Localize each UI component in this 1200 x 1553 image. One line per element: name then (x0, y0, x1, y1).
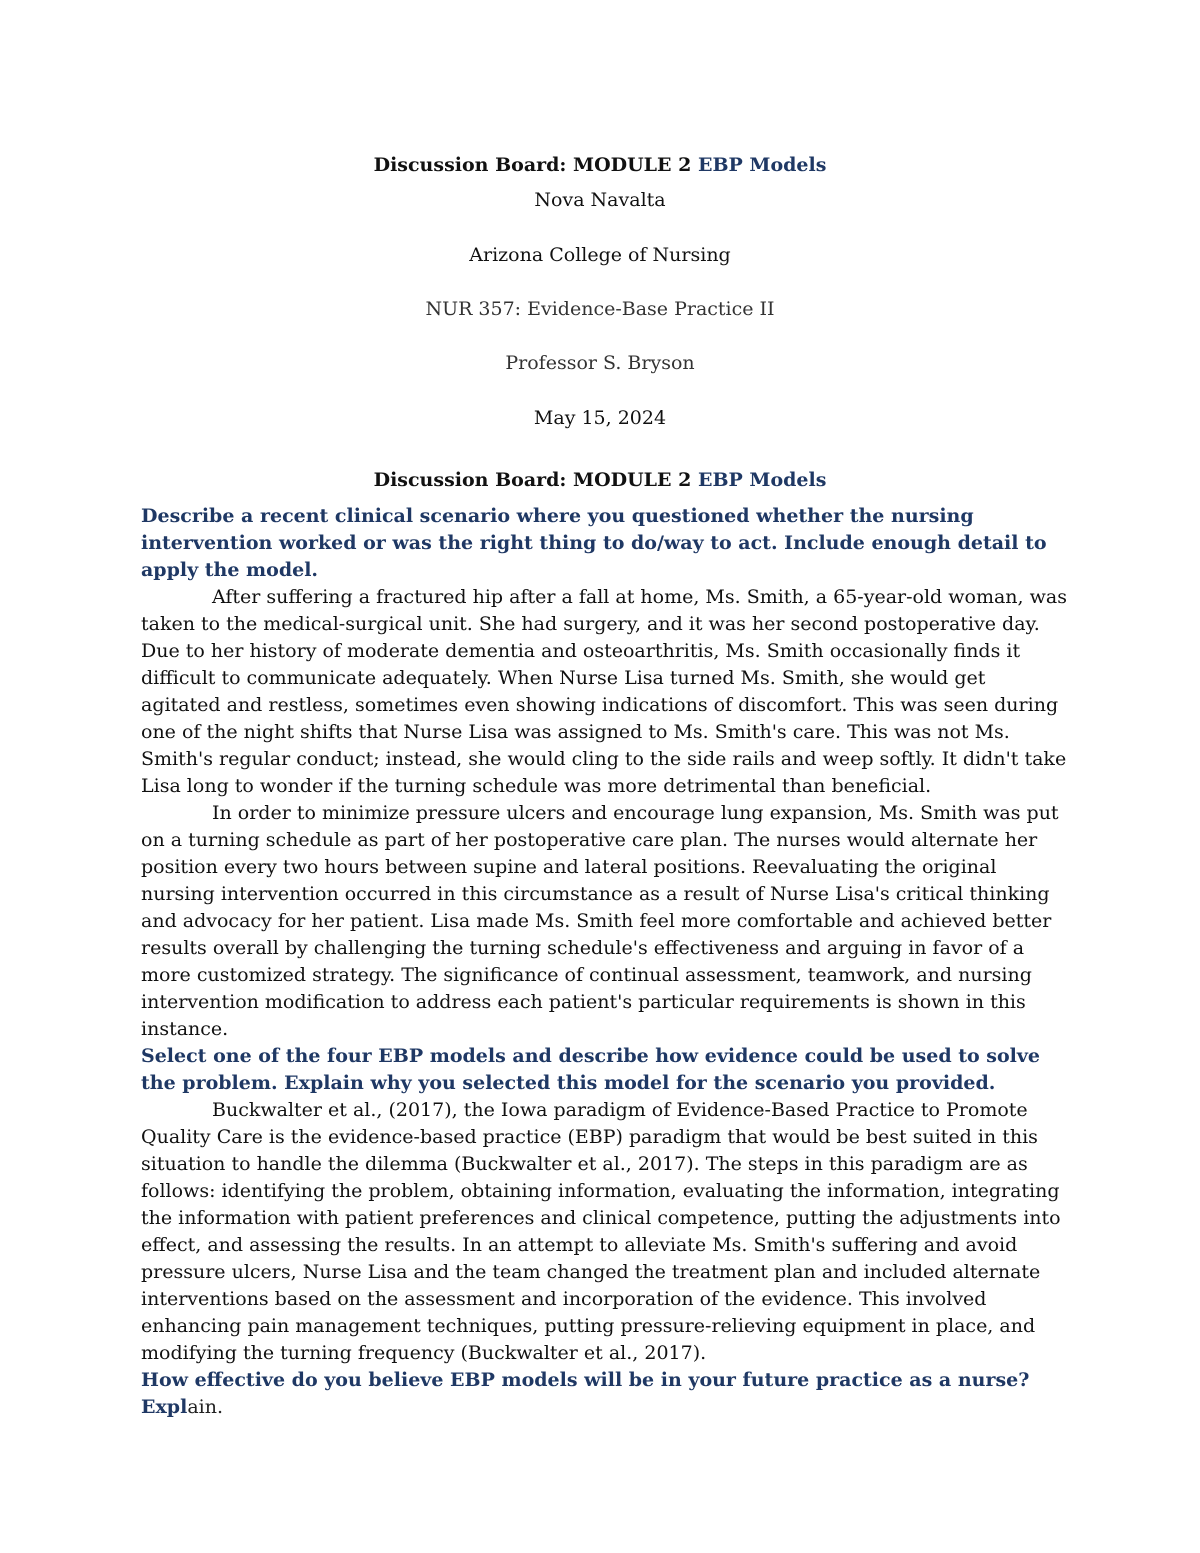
body-heading-prefix: Discussion Board: MODULE 2 (373, 469, 698, 491)
course-name: NUR 357: Evidence-Base Practice II (425, 298, 775, 320)
paragraph-2: In order to minimize pressure ulcers and encourage lung expansion, Ms. Smith was put on a turning schedule as part of her postoperative care plan. The nurses would alternate her position every two hours between supine and lateral positions. Reevaluating the original nursing intervention occurred in this circumstance as a result of Nurse Lisa's critical thinking and advocacy for her patient. Lisa made Ms. Smith feel more comfortable and achieved better results overall by challenging the turning schedule's effectiveness and arguing in favor of a more customized strategy. The significance of continual assessment, teamwork, and nursing intervention modification to address each patient's particular requirements is shown in this instance. (141, 802, 1059, 1040)
body-heading-accent: EBP Models (697, 469, 827, 491)
institution-name: Arizona College of Nursing (469, 244, 731, 266)
author-name: Nova Navalta (534, 189, 666, 211)
cover-title (0, 152, 1200, 178)
cover-title-accent: EBP Models (697, 154, 827, 176)
document-body (141, 503, 1071, 1421)
submission-date: May 15, 2024 (533, 407, 667, 429)
body-heading (0, 467, 1200, 493)
question-3-text: How effective do you believe EBP models will be in your future practice as a nurse? Expl (141, 1369, 1030, 1418)
question-1: Describe a recent clinical scenario where you questioned whether the nursing intervention worked or was the right thing to do/way to act. Include enough detail to apply the model. (141, 505, 1047, 581)
professor-name: Professor S. Bryson (505, 352, 695, 374)
question-3-tail: ain. (187, 1396, 223, 1418)
paragraph-3: Buckwalter et al., (2017), the Iowa paradigm of Evidence-Based Practice to Promote Quality Care is the evidence-based practice (EBP) paradigm that would be best suited in this situation to handle the dilemma (Buckwalter et al., 2017). The steps in this paradigm are as follows: identifying the problem, obtaining information, evaluating the information, integrating the information with patient preferences and clinical competence, putting the adjustments into effect, and assessing the results. In an attempt to alleviate Ms. Smith's suffering and avoid pressure ulcers, Nurse Lisa and the team changed the treatment plan and included alternate interventions based on the assessment and incorporation of the evidence. This involved enhancing pain management techniques, putting pressure-relieving equipment in place, and modifying the turning frequency (Buckwalter et al., 2017). (141, 1099, 1061, 1364)
question-3 (141, 1367, 1071, 1421)
question-2: Select one of the four EBP models and describe how evidence could be used to solve the problem. Explain why you selected this model for the scenario you provided. (141, 1045, 1041, 1094)
paragraph-1: After suffering a fractured hip after a fall at home, Ms. Smith, a 65-year-old woman, was taken to the medical-surgical unit. She had surgery, and it was her second postoperative day. Due to her history of moderate dementia and osteoarthritis, Ms. Smith occasionally finds it difficult to communicate adequately. When Nurse Lisa turned Ms. Smith, she would get agitated and restless, sometimes even showing indications of discomfort. This was seen during one of the night shifts that Nurse Lisa was assigned to Ms. Smith's care. This was not Ms. Smith's regular conduct; instead, she would cling to the side rails and weep softly. It didn't take Lisa long to wonder if the turning schedule was more detrimental than beneficial. (141, 586, 1067, 797)
cover-title-prefix: Discussion Board: MODULE 2 (373, 154, 698, 176)
